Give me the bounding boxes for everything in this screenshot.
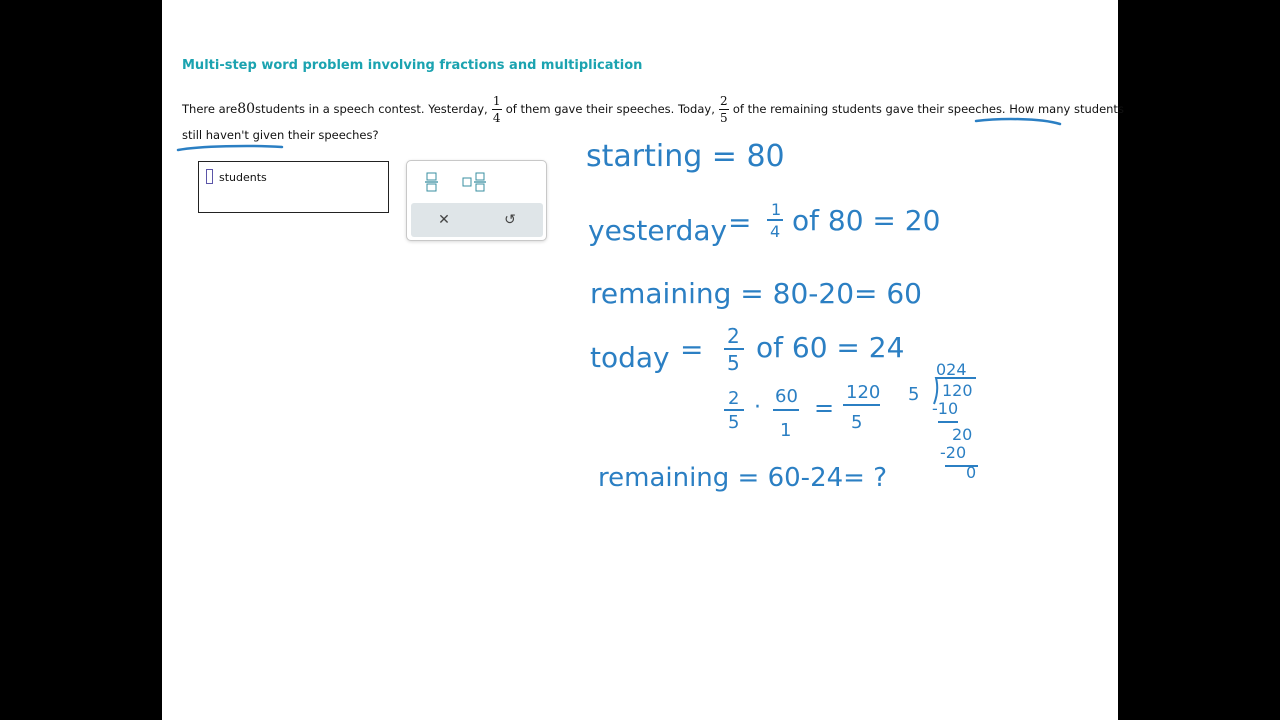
handwriting-calc-denominator: 1 (780, 420, 792, 441)
handwriting-calc-equals: = (814, 394, 835, 422)
handwriting-remaining-1: remaining = 80-20= 60 (590, 277, 922, 310)
fraction-icon (421, 170, 443, 194)
problem-page (162, 0, 1124, 720)
fraction-bar (492, 109, 502, 110)
handwriting-calc-numerator: 2 (728, 388, 740, 409)
answer-box[interactable] (198, 161, 389, 213)
handwriting-division-step: -10 (932, 399, 959, 418)
handwriting-remaining-2: remaining = 60-24= ? (598, 463, 887, 493)
fraction-denominator: 5 (720, 110, 728, 125)
fraction-bar (719, 109, 729, 110)
fraction-numerator: 2 (720, 93, 728, 108)
handwriting-equals: = (680, 333, 704, 366)
handwriting-division-step: 20 (952, 425, 973, 444)
problem-text: of the remaining students gave their speeches. How many students (732, 102, 1124, 116)
fraction-two-fifths (719, 94, 729, 125)
handwriting-calc-numerator: 120 (846, 382, 881, 403)
problem-text-line-2: still haven't given their speeches? (182, 128, 379, 142)
handwriting-starting: starting = 80 (586, 139, 785, 174)
fraction-button[interactable] (421, 170, 443, 194)
handwriting-division-quotient: 024 (936, 360, 967, 379)
fraction-denominator: 4 (492, 110, 501, 125)
handwriting-calc-numerator: 60 (775, 386, 798, 407)
mixed-number-button[interactable] (461, 170, 491, 194)
problem-text: students in a speech contest. Yesterday, (255, 102, 488, 116)
answer-unit-label: students (219, 171, 267, 184)
handwriting-today-label: today (590, 341, 670, 374)
handwriting-division-step: -20 (940, 443, 967, 462)
handwriting-calc-denominator: 5 (728, 412, 740, 433)
handwriting-calc-dot: · (754, 395, 761, 420)
math-keypad (406, 160, 547, 241)
answer-input[interactable] (206, 169, 213, 184)
undo-icon: ↺ (504, 212, 516, 228)
keypad-action-bar (411, 203, 543, 237)
handwriting-division-step: 0 (966, 463, 977, 482)
fraction-numerator: 1 (492, 93, 501, 108)
handwriting-yesterday-result: of 80 = 20 (792, 204, 941, 237)
problem-text-line-1 (182, 90, 1124, 128)
handwriting-fraction-numerator: 2 (727, 324, 740, 348)
fraction-one-quarter (492, 94, 502, 125)
handwriting-equals: = (728, 206, 752, 239)
handwriting-calc-denominator: 5 (851, 412, 863, 433)
handwriting-today-result: of 60 = 24 (756, 331, 905, 364)
total-students-number: 80 (237, 101, 256, 117)
close-icon: ✕ (438, 212, 450, 228)
problem-text: of them gave their speeches. Today, (505, 102, 715, 116)
handwriting-fraction-denominator: 4 (770, 222, 781, 241)
mixed-number-icon (461, 170, 491, 194)
clear-button[interactable] (431, 209, 457, 231)
undo-button[interactable] (497, 209, 523, 231)
problem-title: Multi-step word problem involving fractions and multiplication (182, 58, 643, 73)
handwriting-division-dividend: 120 (942, 381, 973, 400)
handwriting-fraction-denominator: 5 (727, 351, 740, 375)
handwriting-yesterday-label: yesterday (588, 214, 728, 247)
problem-text: There are (182, 102, 238, 116)
handwriting-fraction-numerator: 1 (771, 200, 782, 219)
handwriting-division-divisor: 5 (908, 384, 920, 405)
